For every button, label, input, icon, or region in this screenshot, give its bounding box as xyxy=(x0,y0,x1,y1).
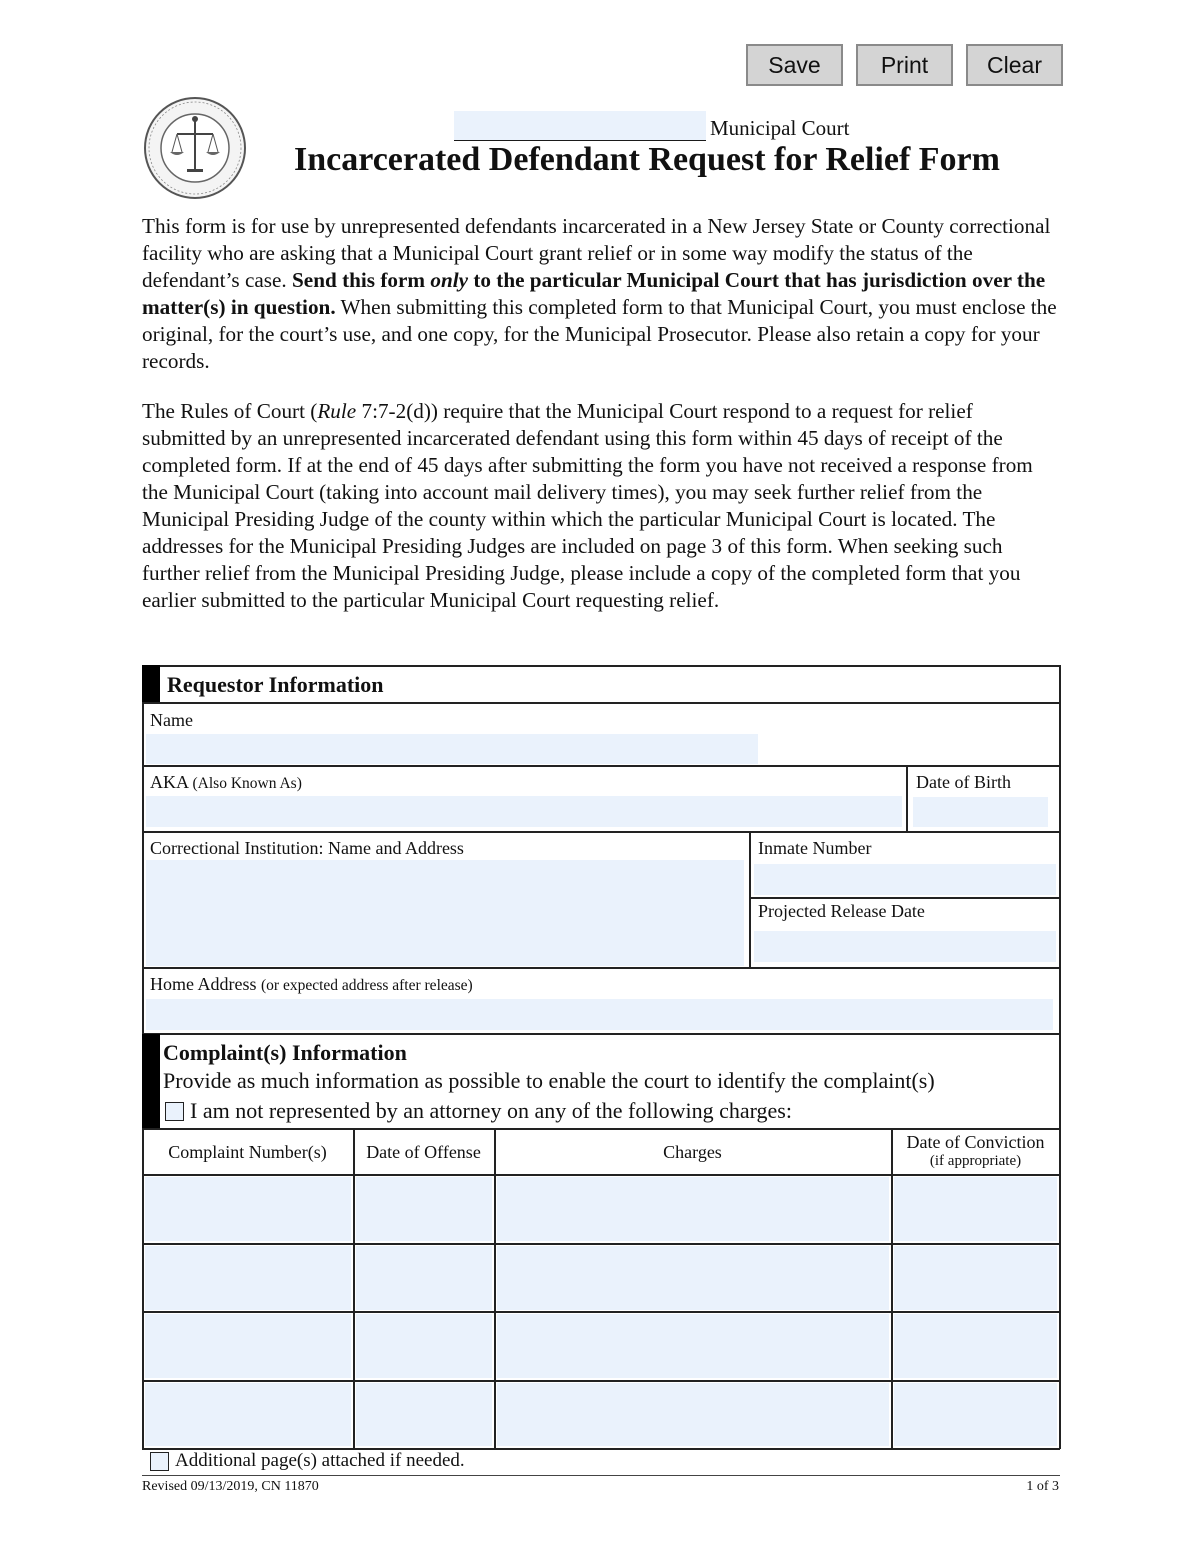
divider xyxy=(142,765,1060,767)
divider xyxy=(906,765,908,831)
intro-p1-bold: Send this form only to the particular Municipal Court that has jurisdiction over the matter(s) in question. xyxy=(142,268,1046,319)
divider xyxy=(749,831,751,967)
court-name-line xyxy=(454,111,849,141)
charges-cell-2[interactable] xyxy=(497,1246,889,1310)
footer-rule xyxy=(142,1475,1060,1476)
section-marker-requestor xyxy=(142,665,160,703)
divider xyxy=(142,967,1060,969)
divider xyxy=(891,1128,893,1449)
divider xyxy=(142,702,1060,704)
charges-cell-3[interactable] xyxy=(497,1314,889,1378)
court-suffix-label: Municipal Court xyxy=(710,116,850,140)
toolbar xyxy=(746,44,1063,86)
offense-date-cell-1[interactable] xyxy=(356,1177,492,1241)
home-address-input[interactable] xyxy=(146,999,1053,1030)
complaint-number-cell-4[interactable] xyxy=(145,1383,351,1446)
request-form-table xyxy=(142,665,1060,1450)
additional-pages-row xyxy=(150,1450,465,1472)
court-seal-logo xyxy=(142,96,248,200)
form-title: Incarcerated Defendant Request for Relief Form xyxy=(294,141,1000,178)
requestor-heading: Requestor Information xyxy=(167,672,384,697)
column-date-of-offense: Date of Offense xyxy=(366,1142,481,1162)
release-date-label: Projected Release Date xyxy=(758,901,925,921)
divider xyxy=(142,831,1060,833)
dob-input[interactable] xyxy=(913,797,1048,827)
section-marker-complaints xyxy=(142,1034,160,1128)
intro-paragraph-2: The Rules of Court (Rule 7:7-2(d)) require that the Municipal Court respond to a request for relief submitted by an unrepresented incarcerated defendant using this form within 45 days of receipt of the completed form. If at the end of 45 days after submitting the form you have not received a response from the Municipal Court (taking into account mail delivery times), you may seek further relief from the Municipal Presiding Judge of the county within which the particular Municipal Court is located. The addresses for the Municipal Presiding Judges are included on page 3 of this form. When seeking such further relief from the Municipal Presiding Judge, please include a copy of the completed form that you earlier submitted to the particular Municipal Court requesting relief. xyxy=(142,399,1033,612)
conviction-date-cell-2[interactable] xyxy=(894,1246,1057,1310)
divider xyxy=(142,1174,1060,1176)
offense-date-cell-2[interactable] xyxy=(356,1246,492,1310)
revision-note: Revised 09/13/2019, CN 11870 xyxy=(142,1479,319,1494)
divider xyxy=(494,1128,496,1449)
additional-pages-label: Additional page(s) attached if needed. xyxy=(175,1450,465,1471)
divider xyxy=(142,1128,1060,1130)
divider xyxy=(142,1311,1060,1313)
page-number: 1 of 3 xyxy=(1026,1479,1059,1494)
intro-p1-text-a: This form is for use by unrepresented defendants incarcerated in a New Jersey State or County correctional facility who are asking that a Municipal Court grant relief or in some way modify the status of the defendant’s case. xyxy=(142,214,1051,292)
conviction-date-cell-4[interactable] xyxy=(894,1383,1057,1446)
home-address-label: Home Address (or expected address after release) xyxy=(150,974,473,994)
inmate-number-input[interactable] xyxy=(754,864,1056,895)
divider xyxy=(142,1380,1060,1382)
complaint-number-cell-3[interactable] xyxy=(145,1314,351,1378)
column-date-of-conviction: Date of Conviction (if appropriate) xyxy=(906,1132,1045,1169)
conviction-date-cell-3[interactable] xyxy=(894,1314,1057,1378)
charges-cell-4[interactable] xyxy=(497,1383,889,1446)
offense-date-cell-3[interactable] xyxy=(356,1314,492,1378)
border-top xyxy=(142,665,1060,667)
dob-label: Date of Birth xyxy=(916,772,1011,792)
not-represented-checkbox[interactable] xyxy=(165,1102,184,1121)
complaint-number-cell-2[interactable] xyxy=(145,1246,351,1310)
print-button[interactable]: Print xyxy=(856,44,953,86)
complaints-subheading: Provide as much information as possible to enable the court to identify the complaint(s) xyxy=(163,1068,935,1093)
border-right xyxy=(1059,665,1061,1449)
intro-p1-text-c: When submitting this completed form to that Municipal Court, you must enclose the original, for the court’s use, and one copy, for the Municipal Prosecutor. Please also retain a copy for your records. xyxy=(142,295,1057,373)
divider xyxy=(749,897,1060,899)
release-date-input[interactable] xyxy=(754,931,1056,962)
intro-paragraph-1 xyxy=(142,213,1060,375)
institution-label: Correctional Institution: Name and Address xyxy=(150,838,464,858)
aka-label: AKA (Also Known As) xyxy=(150,772,302,792)
clear-button[interactable]: Clear xyxy=(966,44,1063,86)
complaint-number-cell-1[interactable] xyxy=(145,1177,351,1241)
column-charges: Charges xyxy=(663,1142,722,1162)
court-name-input[interactable] xyxy=(454,111,706,141)
divider xyxy=(353,1128,355,1449)
divider xyxy=(142,1033,1060,1035)
additional-pages-checkbox[interactable] xyxy=(150,1452,169,1471)
offense-date-cell-4[interactable] xyxy=(356,1383,492,1446)
inmate-number-label: Inmate Number xyxy=(758,838,872,858)
aka-input[interactable] xyxy=(146,796,902,827)
institution-input[interactable] xyxy=(146,860,744,966)
name-input[interactable] xyxy=(146,734,758,764)
save-button[interactable]: Save xyxy=(746,44,843,86)
complaints-heading: Complaint(s) Information xyxy=(163,1040,407,1065)
divider xyxy=(142,1243,1060,1245)
conviction-date-cell-1[interactable] xyxy=(894,1177,1057,1241)
not-represented-label: I am not represented by an attorney on any of the following charges: xyxy=(190,1098,792,1123)
column-complaint-number: Complaint Number(s) xyxy=(168,1142,327,1162)
name-label: Name xyxy=(150,710,193,730)
charges-cell-1[interactable] xyxy=(497,1177,889,1241)
